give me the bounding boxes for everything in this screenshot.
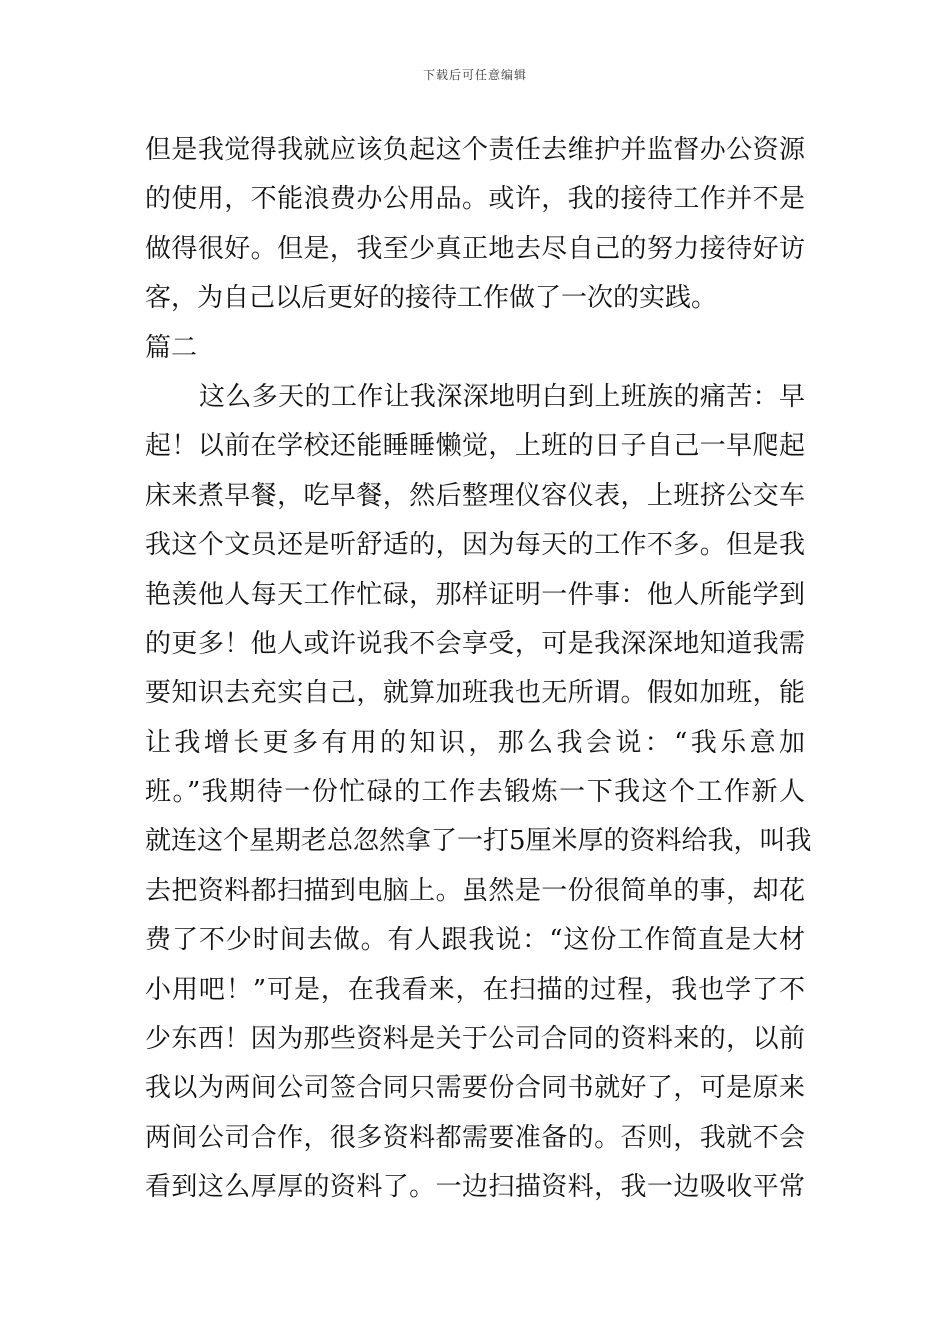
text-line: 费了不少时间去做。有人跟我说：“这份工作简直是大材 bbox=[145, 925, 805, 956]
text-line: 去把资料都扫描到电脑上。虽然是一份很简单的事，却花 bbox=[145, 875, 805, 906]
text-line: 要知识去充实自己，就算加班我也无所谓。假如加班，能 bbox=[145, 678, 805, 709]
text-line: 我以为两间公司签合同只需要份合同书就好了，可是原来 bbox=[145, 1073, 805, 1104]
text-line: 做得很好。但是，我至少真正地去尽自己的努力接待好访 bbox=[145, 233, 805, 264]
text-line: 床来煮早餐，吃早餐，然后整理仪容仪表，上班挤公交车 bbox=[145, 480, 805, 511]
text-line: 的更多！他人或许说我不会享受，可是我深深地知道我需 bbox=[145, 628, 805, 659]
text-line: 小用吧！”可是，在我看来，在扫描的过程，我也学了不 bbox=[145, 974, 805, 1005]
text-line: 这么多天的工作让我深深地明白到上班族的痛苦：早 bbox=[199, 381, 805, 412]
page-header: 下载后可任意编辑 bbox=[422, 68, 527, 82]
text-line: 班。”我期待一份忙碌的工作去锻炼一下我这个工作新人 bbox=[145, 777, 805, 808]
text-line: 的使用，不能浪费办公用品。或许，我的接待工作并不是 bbox=[145, 184, 805, 215]
text-line: 让我增长更多有用的知识，那么我会说：“我乐意加 bbox=[145, 727, 805, 758]
text-line: 艳羡他人每天工作忙碌，那样证明一件事：他人所能学到 bbox=[145, 579, 805, 610]
text-line: 少东西！因为那些资料是关于公司合同的资料来的，以前 bbox=[145, 1024, 805, 1055]
text-line: 就连这个星期老总忽然拿了一打5厘米厚的资料给我，叫我 bbox=[145, 826, 812, 857]
text-line: 篇二 bbox=[145, 332, 198, 363]
text-line: 客，为自己以后更好的接待工作做了一次的实践。 bbox=[145, 283, 718, 314]
text-line: 起！以前在学校还能睡睡懒觉，上班的日子自己一早爬起 bbox=[145, 431, 805, 462]
body-text bbox=[145, 126, 812, 1213]
text-line: 但是我觉得我就应该负起这个责任去维护并监督办公资源 bbox=[145, 135, 805, 165]
text-line: 看到这么厚厚的资料了。一边扫描资料，我一边吸收平常 bbox=[145, 1172, 805, 1203]
text-line: 两间公司合作，很多资料都需要准备的。否则，我就不会 bbox=[145, 1122, 805, 1153]
text-line: 我这个文员还是听舒适的，因为每天的工作不多。但是我 bbox=[145, 530, 805, 561]
